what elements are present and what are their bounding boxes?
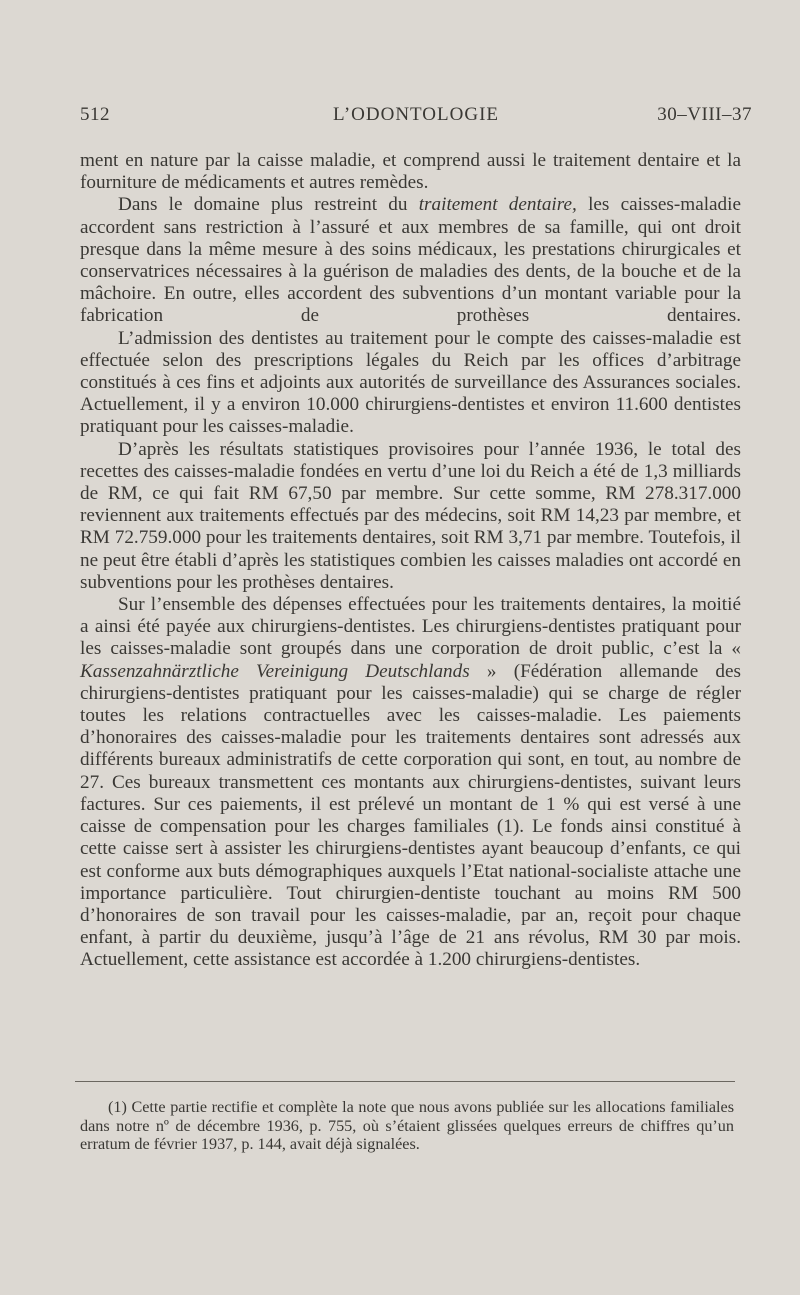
paragraph-dental-treatment [80,194,741,327]
paragraph-statistics: D’après les résultats statistiques provisoires pour l’année 1936, le total des recettes des caisses-maladie fondées en vertu d’une loi du Reich a été de 1,3 milliards de RM, ce qui fait RM 67,50 par membre. Sur cette somme, RM 278.317.000 reviennent aux traitements effectués par des médecins, soit RM 14,23 par membre, et RM 72.759.000 pour les traitements dentaires, soit RM 3,71 par membre. Toutefois, il ne peut être établi d’après les statistiques combien les caisses maladies ont accordé en subventions pour les prothèses dentaires. [80,438,741,593]
footnote-text: (1) Cette partie rectifie et complète la note que nous avons publiée sur les allocations familiales dans notre nº de décembre 1936, p. 755, où s’étaient glissées quelques erreurs de chiffres qu’un erratum de février 1937, p. 144, avait déjà signalées. [80,1098,734,1154]
paragraph-admission: L’admission des dentistes au traitement pour le compte des caisses-maladie est effectuée selon des prescriptions légales du Reich par les offices d’arbitrage constitués à ces fins et adjoints aux autorités de surveillance des Assurances sociales. Actuellement, il y a environ 10.000 chirurgiens-dentistes et environ 11.600 dentistes pratiquant pour les caisses-maladie. [80,327,741,438]
emphasis-federation-name: Kassenzahnärztliche Vereinigung Deutschlands [80,660,470,682]
paragraph-text: » (Fédération allemande des chirurgiens-dentistes pratiquant pour les caisses-maladie) qui se charge de régler toutes les relations contractuelles avec les caisses-maladie. Les paiements d’honoraires des caisses-maladie pour les traitements dentaires sont adressés aux différents bureaux administratifs de cette corporation qui sont, en tout, au nombre de 27. Ces bureaux transmettent ces montants aux chirurgiens-dentistes, suivant leurs factures. Sur ces paiements, il est prélevé un montant de 1 % qui est versé à une caisse de compensation pour les charges familiales (1). Le fonds ainsi constitué à cette caisse sert à assister les chirurgiens-dentistes ayant beaucoup d’enfants, ce qui est conforme aux buts démographiques auxquels l’Etat national-socialiste attache une importance particulière. Tout chirurgien-dentiste touchant au moins RM 500 d’honoraires de son travail pour les caisses-maladie, par an, reçoit pour chaque enfant, à partir du deuxième, jusqu’à l’âge de 21 ans révolus, RM 30 par mois. Actuellement, cette assistance est accordée à 1.200 chirurgiens-dentistes. [80,660,742,971]
article-body [80,150,741,972]
footnote-rule [75,1081,735,1082]
paragraph-continuation: ment en nature par la caisse maladie, et comprend aussi le traitement dentaire et la fourniture de médicaments et autres remèdes. [80,150,741,194]
footnote [80,1098,734,1154]
paragraph-federation [80,594,741,971]
paragraph-text: Sur l’ensemble des dépenses effectuées pour les traitements dentaires, la moitié a ainsi été payée aux chirurgiens-dentistes. Les chirurgiens-dentistes pratiquant pour les caisses-maladie sont groupés dans une corporation de droit public, c’est la « [80,594,741,660]
issue-date: 30–VIII–37 [657,104,752,125]
paragraph-text: Dans le domaine plus restreint du [118,194,419,216]
running-header [80,104,752,134]
emphasis-dental-treatment: traitement dentaire, [418,194,577,216]
page-number: 512 [80,104,110,125]
journal-title: L’ODONTOLOGIE [332,104,500,125]
paragraph-text: les caisses-maladie accordent sans restriction à l’assuré et aux membres de sa famille, qui ont droit presque dans la même mesure à des soins médicaux, les prestations chirurgicales et conservatrices nécessaires à la guérison de maladies des dents, de la bouche et de la mâchoire. En outre, elles accordent des subventions d’un montant variable pour la fabrication de prothèses dentaires. [80,194,741,327]
